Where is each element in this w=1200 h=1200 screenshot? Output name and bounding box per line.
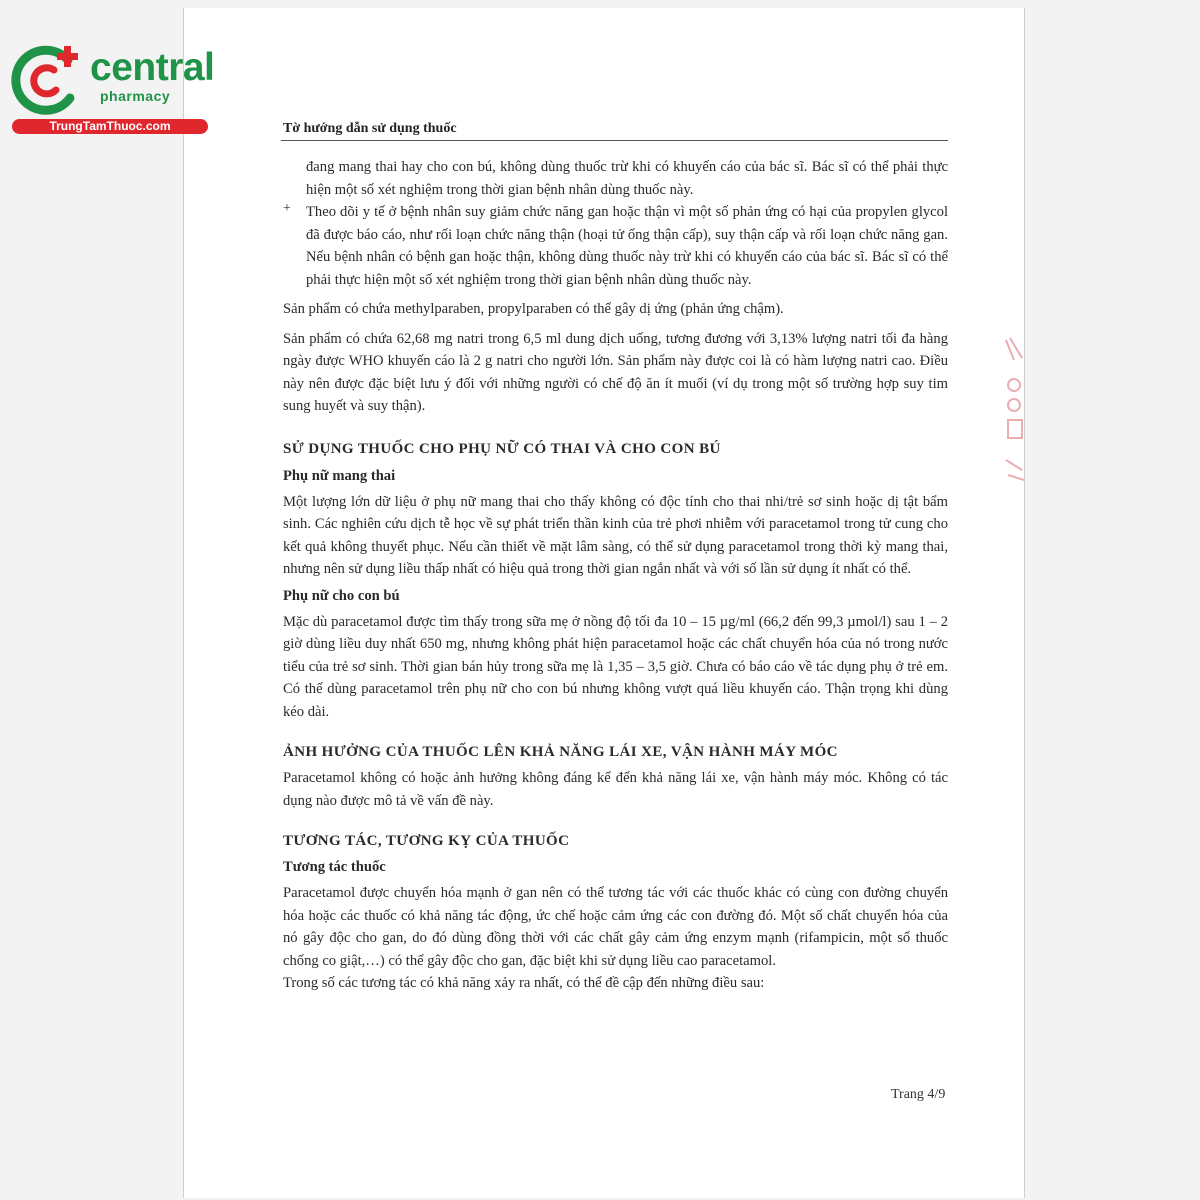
section-heading-pregnancy: SỬ DỤNG THUỐC CHO PHỤ NỮ CÓ THAI VÀ CHO CON BÚ	[283, 440, 721, 457]
bullet-plus-mark: +	[283, 201, 291, 216]
subheading-pregnant-women: Phụ nữ mang thai	[283, 467, 396, 484]
pharmacy-cross-logo-icon	[10, 38, 90, 118]
bullet-text: Theo dõi y tế ở bệnh nhân suy giảm chức năng gan hoặc thận vì một số phản ứng có hại của propylen glycol đã được báo cáo, như rối loạn chức năng thận (hoại tử ống thận cấp), suy thận cấp và rối loạn chức năng gan. Nếu bệnh nhân có bệnh gan hoặc thận, không dùng thuốc này trừ khi có khuyến cáo của bác sĩ. Bác sĩ có thể phải thực hiện một số xét nghiệm trong thời gian bệnh nhân dùng thuốc này.	[306, 204, 948, 288]
subheading-drug-interactions: Tương tác thuốc	[283, 859, 386, 875]
subheading-breastfeeding: Phụ nữ cho con bú	[283, 587, 400, 604]
paragraph-continuation: đang mang thai hay cho con bú, không dùng thuốc trừ khi có khuyến cáo của bác sĩ. Bác sĩ có thể phải thực hiện một số xét nghiệm trong thời gian bệnh nhân dùng thuốc này.	[306, 159, 948, 198]
document-body	[283, 156, 948, 995]
logo-sub-text: pharmacy	[100, 88, 171, 104]
paragraph-interactions: Paracetamol được chuyển hóa mạnh ở gan nên có thể tương tác với các thuốc khác có cùng con đường chuyển hóa hoặc các thuốc có khả năng tác động, ức chế hoặc cảm ứng các con đường đó. Một số chất chuyển hóa của nó gây độc cho gan, do đó dùng đồng thời với các chất gây cảm ứng enzym mạnh (rifampicin, một số thuốc chống co giật,…) có thể gây độc cho gan, đặc biệt khi sử dụng liều cao paracetamol.	[283, 885, 948, 969]
paragraph-breastfeeding: Mặc dù paracetamol được tìm thấy trong sữa mẹ ở nồng độ tối đa 10 – 15 µg/ml (66,2 đến 99,3 µmol/l) sau 1 – 2 giờ dùng liều duy nhất 650 mg, nhưng không phát hiện paracetamol hoặc các chất chuyển hóa của nó trong nước tiểu của trẻ sơ sinh. Thời gian bán hủy trong sữa mẹ là 1,35 – 3,5 giờ. Chưa có báo cáo về tác dụng phụ ở trẻ em. Có thể dùng paracetamol trên phụ nữ cho con bú nhưng không vượt quá liều khuyến cáo. Thận trọng khi dùng kéo dài.	[283, 613, 948, 720]
central-pharmacy-logo[interactable]	[10, 38, 215, 138]
logo-site-banner[interactable]: TrungTamThuoc.com	[12, 119, 208, 134]
logo-brand-text: central	[90, 46, 215, 89]
section-heading-driving: ẢNH HƯỞNG CỦA THUỐC LÊN KHẢ NĂNG LÁI XE, VẬN HÀNH MÁY MÓC	[283, 744, 838, 760]
paragraph-interactions-list-intro: Trong số các tương tác có khả năng xảy ra nhất, có thể đề cập đến những điều sau:	[283, 975, 765, 991]
paragraph-sodium: Sản phẩm có chứa 62,68 mg natri trong 6,5 ml dung dịch uống, tương đương với 3,13% lượng natri tối đa hàng ngày được WHO khuyến cáo là 2 g natri cho người lớn. Sản phẩm này được coi là có hàm lượng natri cao. Điều này nên được đặc biệt lưu ý đối với những người có chế độ ăn ít muối (ví dụ trong một số trường hợp suy tim sung huyết và suy thận).	[283, 330, 948, 414]
bullet-item	[283, 201, 948, 291]
page-number: Trang 4/9	[891, 1087, 946, 1102]
paragraph-pregnancy: Một lượng lớn dữ liệu ở phụ nữ mang thai cho thấy không có độc tính cho thai nhi/trẻ sơ sinh hoặc dị tật bẩm sinh. Các nghiên cứu dịch tễ học về sự phát triển thần kinh của trẻ phơi nhiễm với paracetamol trong tử cung cho kết quả không thuyết phục. Nếu cần thiết về mặt lâm sàng, có thể sử dụng paracetamol trong thời kỳ mang thai, nhưng nên sử dụng liều thấp nhất có hiệu quả trong thời gian ngắn nhất và với số lần sử dụng ít nhất có thể.	[283, 493, 948, 577]
section-heading-interactions: TƯƠNG TÁC, TƯƠNG KỴ CỦA THUỐC	[283, 833, 570, 849]
paragraph-parabens: Sản phẩm có chứa methylparaben, propylparaben có thể gây dị ứng (phản ứng chậm).	[283, 301, 784, 317]
header-divider	[281, 140, 948, 141]
page-header-title: Tờ hướng dẫn sử dụng thuốc	[283, 121, 457, 136]
paragraph-driving: Paracetamol không có hoặc ảnh hưởng không đáng kể đến khả năng lái xe, vận hành máy móc. Không có tác dụng nào được mô tả về vấn đề này.	[283, 770, 948, 809]
red-seal-stamp-edge-icon	[1000, 330, 1030, 490]
